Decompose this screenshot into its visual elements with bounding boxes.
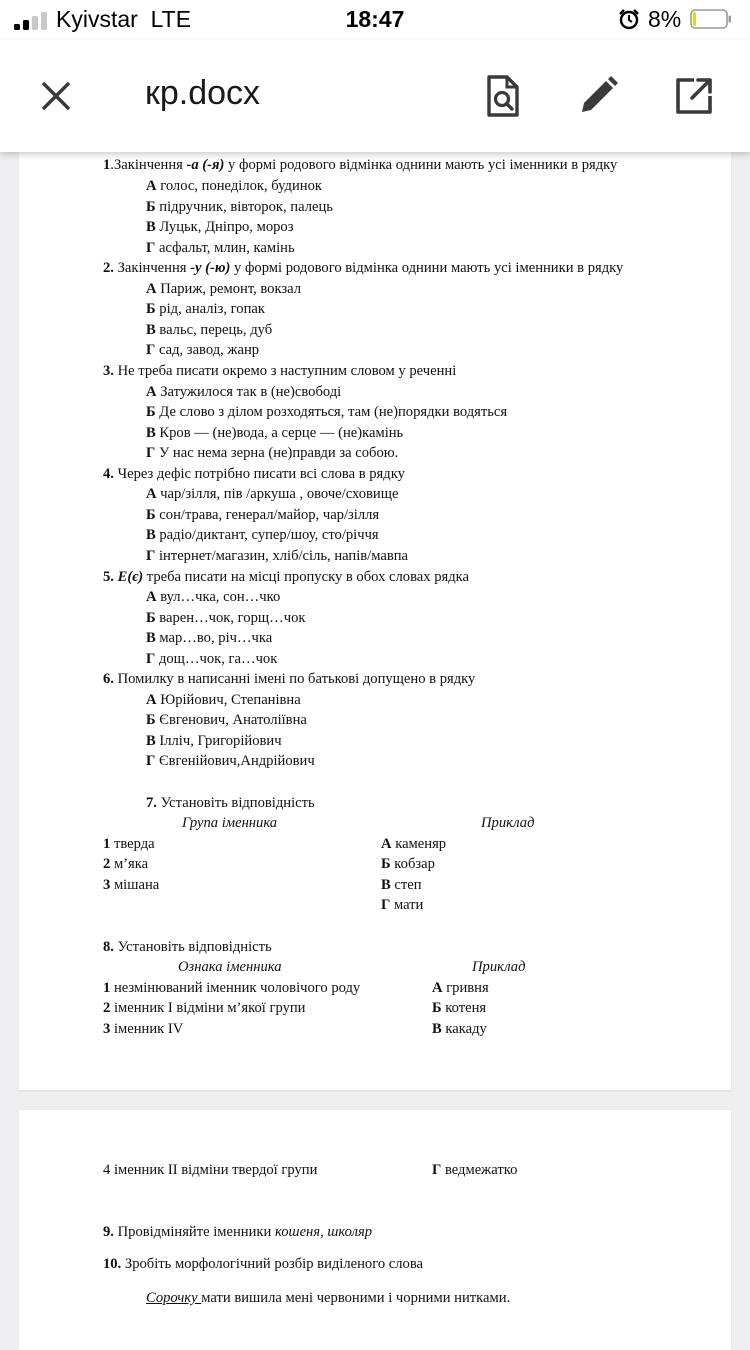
question-10: 10. Зробіть морфологічний розбір виділеного слова	[103, 1256, 424, 1272]
match-item: 3 мішана	[103, 877, 160, 893]
question-4: 4. Через дефіс потрібно писати всі слова в рядку	[103, 466, 405, 482]
option: Г Євгенійович,Андрійович	[146, 753, 315, 769]
option: Г сад, завод, жанр	[146, 342, 260, 358]
match-option: А гривня	[432, 980, 489, 996]
option: Г дощ…чок, га…чок	[146, 651, 278, 667]
highlighted-word: Сорочку	[146, 1290, 202, 1306]
option: Г асфальт, млин, камінь	[146, 240, 295, 256]
document-title: кр.docx	[145, 74, 261, 112]
document-page-2	[19, 1110, 731, 1350]
open-external-icon[interactable]	[670, 72, 718, 120]
clock: 18:47	[345, 6, 405, 32]
close-icon[interactable]	[32, 72, 80, 120]
option: В вальс, перець, дуб	[146, 322, 273, 338]
match-option: Б котеня	[432, 1000, 487, 1016]
option: Б Євгенович, Анатоліївна	[146, 712, 307, 728]
option: В Кров — (не)вода, а серце — (не)камінь	[146, 425, 404, 441]
document-page-1	[19, 152, 731, 1090]
match-item: 1 незмінюваний іменник чоловічого роду	[103, 980, 361, 996]
match-option: Г мати	[381, 897, 424, 913]
option: Б підручник, вівторок, палець	[146, 199, 333, 215]
option: В радіо/диктант, супер/шоу, сто/річчя	[146, 527, 379, 543]
option: А голос, понеділок, будинок	[146, 178, 322, 194]
option: Б сон/трава, генерал/майор, чар/зілля	[146, 507, 380, 523]
column-header: Приклад	[481, 815, 535, 831]
option: Г У нас нема зерна (не)правди за собою.	[146, 445, 399, 461]
option: В Луцьк, Дніпро, мороз	[146, 219, 294, 235]
match-option: В какаду	[432, 1021, 487, 1037]
question-2: 2. Закінчення -у (-ю) у формі родового відмінка однини мають усі іменники в рядку	[103, 260, 624, 276]
option: Б варен…чок, горщ…чок	[146, 610, 306, 626]
battery-percent: 8%	[648, 6, 682, 32]
question-9: 9. Провідміняйте іменники кошеня, школяр	[103, 1224, 373, 1240]
option: А Затужилося так в (не)свободі	[146, 384, 342, 400]
column-header: Приклад	[472, 959, 526, 975]
option: В мар…во, річ…чка	[146, 630, 273, 646]
match-option: А каменяр	[381, 836, 447, 852]
column-header: Група іменника	[182, 815, 278, 831]
question-3: 3. Не треба писати окремо з наступним словом у реченні	[103, 363, 457, 379]
carrier-label: Kyivstar LTE	[56, 6, 192, 32]
option: В Ілліч, Григорійович	[146, 733, 282, 749]
edit-pencil-icon[interactable]	[574, 72, 622, 120]
match-item: 4 іменник ІІ відміни твердої групи	[103, 1162, 318, 1178]
match-item: 2 м’яка	[103, 856, 149, 872]
question-1: 1.Закінчення -а (-я) у формі родового відмінка однини мають усі іменники в рядку	[103, 157, 618, 173]
battery-icon	[690, 9, 732, 29]
option: А Юрійович, Степанівна	[146, 692, 301, 708]
option: Г інтернет/магазин, хліб/сіль, напів/мавпа	[146, 548, 409, 564]
option: Б рід, аналіз, гопак	[146, 301, 265, 317]
question-7: 7. Установіть відповідність	[146, 795, 315, 811]
status-bar	[0, 0, 750, 40]
match-option: Б кобзар	[381, 856, 435, 872]
option: Б Де слово з ділом розходяться, там (не)порядки водяться	[146, 404, 508, 420]
document-toolbar	[0, 40, 750, 152]
match-item: 2 іменник І відміни м’якої групи	[103, 1000, 306, 1016]
search-document-icon[interactable]	[478, 72, 526, 120]
question-5: 5. Е(є) треба писати на місці пропуску в обох словах рядка	[103, 569, 469, 585]
match-option: Г ведмежатко	[432, 1162, 518, 1178]
question-8: 8. Установіть відповідність	[103, 939, 272, 955]
option: А чар/зілля, пів /аркуша , овоче/сховище	[146, 486, 399, 502]
alarm-icon	[618, 8, 640, 30]
match-item: 3 іменник IV	[103, 1021, 184, 1037]
option: А вул…чка, сон…чко	[146, 589, 281, 605]
column-header: Ознака іменника	[178, 959, 282, 975]
match-item: 1 тверда	[103, 836, 155, 852]
option: А Париж, ремонт, вокзал	[146, 281, 302, 297]
analysis-sentence: Сорочку мати вишила мені червоними і чорними нитками.	[146, 1290, 511, 1306]
match-option: В степ	[381, 877, 422, 893]
question-6: 6. Помилку в написанні імені по батькові допущено в рядку	[103, 671, 476, 687]
